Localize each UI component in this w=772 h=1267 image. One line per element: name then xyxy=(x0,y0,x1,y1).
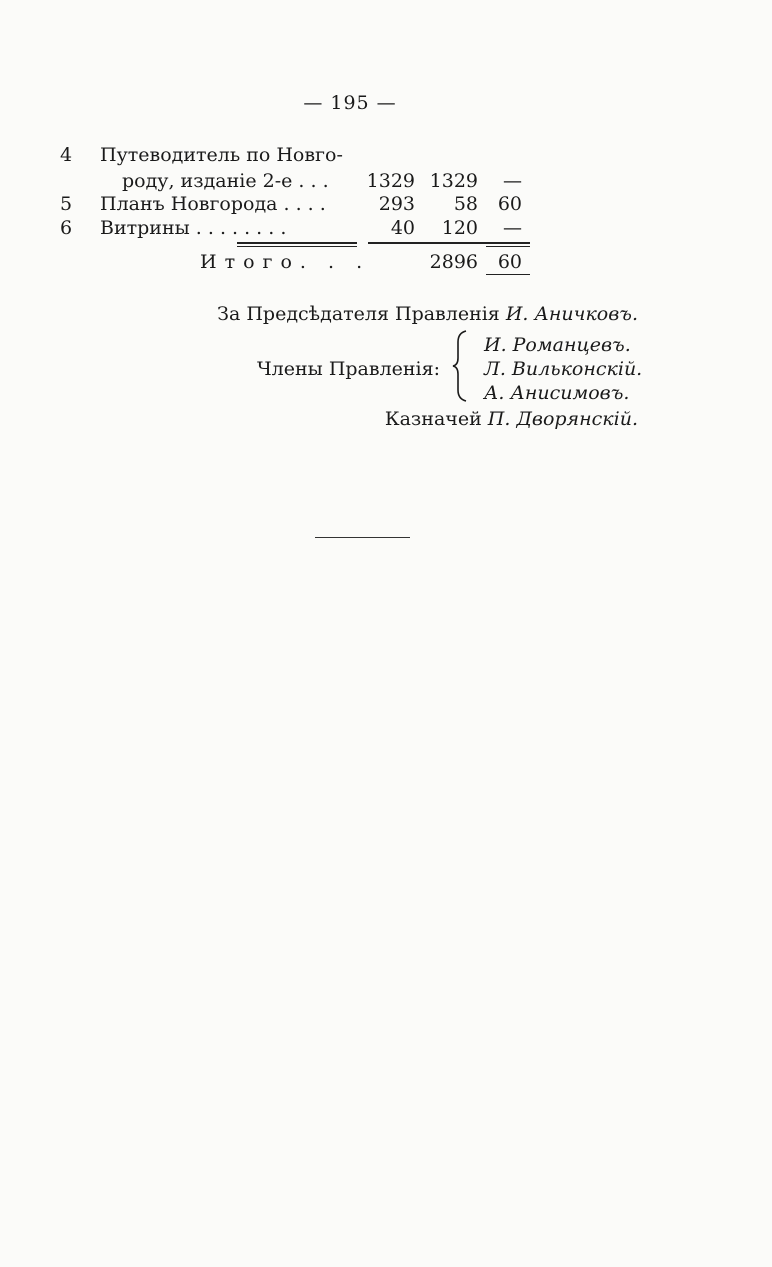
row-number: 4 xyxy=(60,144,73,166)
cell-value: 40 xyxy=(390,217,415,239)
member-name: И. Романцевъ. xyxy=(484,334,631,356)
total-label: Итого. . . xyxy=(200,251,371,273)
section-separator xyxy=(315,537,410,538)
sum-rule xyxy=(237,242,357,244)
total-value: 2896 xyxy=(429,251,478,273)
cell-value: 293 xyxy=(378,193,415,215)
row-description: Путеводитель по Новго- xyxy=(100,144,343,166)
row-number: 6 xyxy=(60,217,73,239)
page-number: — 195 — xyxy=(303,92,397,114)
chairman-signature xyxy=(217,302,638,326)
cell-value: 60 xyxy=(497,193,522,215)
total-value: 60 xyxy=(497,251,522,273)
sum-rule xyxy=(486,242,530,244)
total-rule xyxy=(486,274,530,275)
cell-value: 58 xyxy=(453,193,478,215)
sum-rule xyxy=(237,246,357,247)
cell-value: 1329 xyxy=(429,170,478,192)
treasurer-signature xyxy=(385,407,638,431)
row-description: Витрины . . . . . . . . xyxy=(100,217,287,239)
row-description-continued: роду, изданіе 2-е . . . xyxy=(122,170,329,192)
row-description: Планъ Новгорода . . . . xyxy=(100,193,326,215)
chairman-prefix: За Предсѣдателя Правленія xyxy=(217,303,500,325)
sum-rule xyxy=(486,246,530,247)
cell-value: 120 xyxy=(441,217,478,239)
table-row xyxy=(0,191,772,217)
chairman-name: И. Аничковъ. xyxy=(505,303,638,325)
treasurer-name: П. Дворянскій. xyxy=(487,408,638,430)
sum-rule xyxy=(368,242,486,244)
member-name: Л. Вильконскій. xyxy=(484,358,643,380)
table-row xyxy=(0,142,772,168)
treasurer-prefix: Казначей xyxy=(384,408,482,430)
member-name: А. Анисимовъ. xyxy=(484,382,630,404)
members-label: Члены Правленія: xyxy=(257,358,441,380)
row-number: 5 xyxy=(60,193,73,215)
cell-value: 1329 xyxy=(366,170,415,192)
brace-icon xyxy=(452,330,468,402)
table-row xyxy=(0,215,772,241)
total-row xyxy=(0,249,772,275)
cell-value: — xyxy=(503,170,522,192)
cell-value: — xyxy=(503,217,522,239)
